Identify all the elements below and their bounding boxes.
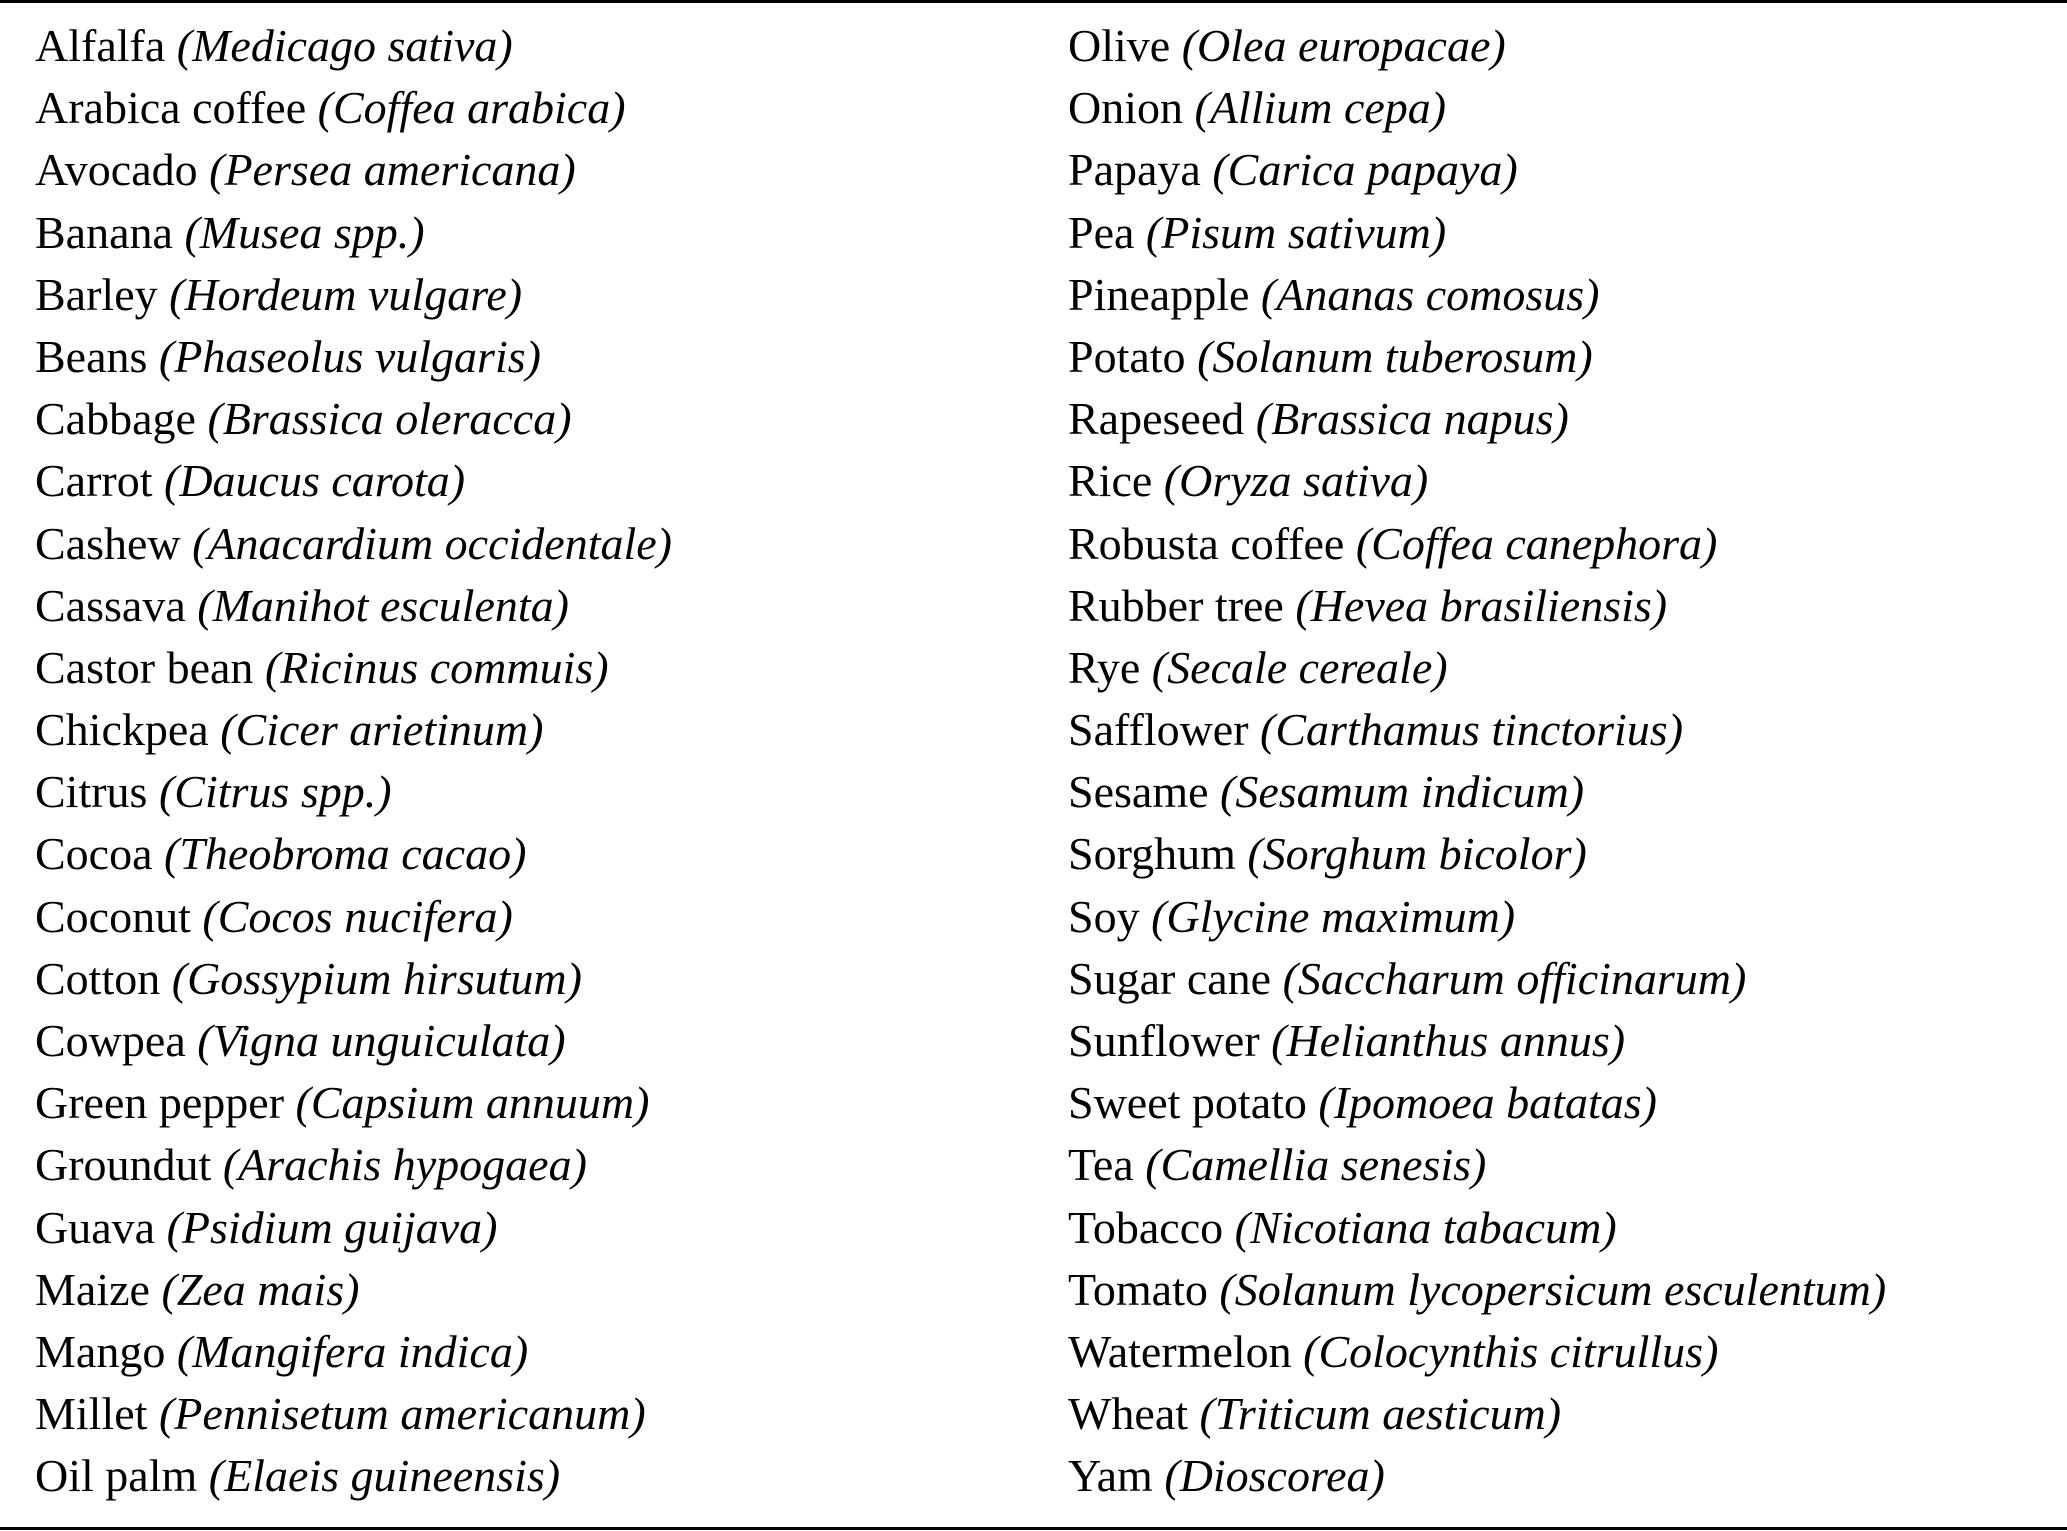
crop-list-right-column — [1068, 15, 1886, 1508]
crop-common-name: Green pepper — [35, 1077, 285, 1129]
crop-common-name: Robusta coffee — [1068, 517, 1345, 569]
crop-common-name: Cowpea — [35, 1015, 186, 1066]
crop-scientific-name: (Pisum sativum) — [1145, 206, 1447, 258]
crop-scientific-name: (Medicago sativa) — [176, 20, 513, 71]
crop-scientific-name: (Carica papaya) — [1212, 144, 1518, 196]
crop-list-item — [1068, 1072, 1886, 1134]
table-top-rule — [0, 0, 2067, 3]
crop-list-item — [35, 264, 672, 326]
crop-list-item — [35, 15, 672, 77]
crop-common-name: Oil palm — [35, 1450, 198, 1502]
crop-scientific-name: (Cicer arietinum) — [220, 704, 544, 756]
crop-scientific-name: (Camellia senesis) — [1145, 1139, 1487, 1191]
crop-common-name: Mango — [35, 1325, 166, 1377]
crop-list-item — [1068, 1134, 1886, 1196]
crop-scientific-name: (Solanum tuberosum) — [1197, 330, 1593, 382]
crop-list-item — [35, 326, 672, 388]
crop-list-item — [1068, 77, 1886, 139]
crop-common-name: Onion — [1068, 82, 1183, 134]
crop-scientific-name: (Elaeis guineensis) — [208, 1450, 561, 1502]
crop-common-name: Rapeseed — [1068, 393, 1245, 445]
crop-list-item — [1068, 1010, 1886, 1072]
crop-scientific-name: (Oryza sativa) — [1163, 455, 1429, 507]
crop-common-name: Cassava — [35, 579, 186, 631]
crop-list-item — [35, 1010, 672, 1072]
crop-scientific-name: (Citrus spp.) — [158, 766, 392, 818]
crop-scientific-name: (Secale cereale) — [1151, 641, 1448, 693]
crop-list-item — [1068, 15, 1886, 77]
crop-scientific-name: (Dioscorea) — [1164, 1450, 1385, 1502]
crop-list-item — [1068, 202, 1886, 264]
crop-scientific-name: (Nicotiana tabacum) — [1234, 1201, 1617, 1253]
crop-common-name: Maize — [35, 1263, 150, 1315]
crop-common-name: Sunflower — [1068, 1015, 1260, 1066]
crop-common-name: Rice — [1068, 455, 1153, 507]
crop-scientific-name: (Psidium guijava) — [166, 1201, 498, 1253]
crop-list-item — [1068, 326, 1886, 388]
crop-common-name: Avocado — [35, 144, 198, 196]
crop-scientific-name: (Ricinus commuis) — [264, 641, 609, 693]
crop-list-item — [1068, 139, 1886, 201]
crop-common-name: Chickpea — [35, 704, 209, 756]
crop-scientific-name: (Saccharum officinarum) — [1282, 952, 1747, 1004]
crop-common-name: Groundut — [35, 1139, 212, 1191]
crop-list-item — [1068, 264, 1886, 326]
crop-scientific-name: (Manihot esculenta) — [197, 579, 569, 631]
crop-scientific-name: (Carthamus tinctorius) — [1260, 704, 1684, 756]
crop-common-name: Papaya — [1068, 144, 1201, 196]
crop-scientific-name: (Musea spp.) — [184, 206, 425, 258]
crop-list-item — [35, 948, 672, 1010]
crop-scientific-name: (Brassica oleracca) — [207, 393, 572, 445]
crop-scientific-name: (Theobroma cacao) — [164, 828, 527, 880]
crop-scientific-name: (Gossypium hirsutum) — [171, 952, 582, 1004]
crop-list-item — [35, 1383, 672, 1445]
crop-list-item — [1068, 823, 1886, 885]
table-bottom-rule — [0, 1527, 2067, 1530]
crop-scientific-name: (Olea europacae) — [1181, 20, 1506, 71]
crop-list-item — [35, 699, 672, 761]
crop-list-item — [1068, 637, 1886, 699]
crop-scientific-name: (Helianthus annus) — [1271, 1015, 1626, 1066]
crop-common-name: Tea — [1068, 1139, 1134, 1191]
crop-common-name: Sorghum — [1068, 828, 1236, 880]
crop-list-item — [1068, 886, 1886, 948]
crop-scientific-name: (Daucus carota) — [164, 455, 466, 507]
crop-list-item — [35, 823, 672, 885]
crop-common-name: Citrus — [35, 766, 148, 818]
crop-list-item — [35, 886, 672, 948]
crop-scientific-name: (Vigna unguiculata) — [197, 1015, 566, 1066]
crop-common-name: Wheat — [1068, 1388, 1189, 1440]
crop-common-name: Barley — [35, 268, 158, 320]
crop-common-name: Safflower — [1068, 704, 1249, 756]
crop-list-item — [35, 1445, 672, 1507]
crop-scientific-name: (Pennisetum americanum) — [158, 1388, 646, 1440]
crop-list-item — [1068, 761, 1886, 823]
crop-common-name: Millet — [35, 1388, 148, 1440]
crop-list-item — [35, 450, 672, 512]
crop-scientific-name: (Coffea canephora) — [1355, 517, 1718, 569]
crop-common-name: Sugar cane — [1068, 952, 1272, 1004]
crop-list-item — [35, 575, 672, 637]
crop-list-item — [35, 77, 672, 139]
crop-common-name: Olive — [1068, 20, 1171, 71]
crop-list-left-column — [35, 15, 672, 1508]
crop-list-item — [35, 202, 672, 264]
crop-scientific-name: (Zea mais) — [161, 1263, 360, 1315]
crop-scientific-name: (Phaseolus vulgaris) — [158, 330, 541, 382]
crop-common-name: Potato — [1068, 330, 1186, 382]
crop-list-item — [35, 139, 672, 201]
crop-list-item — [35, 1259, 672, 1321]
crop-common-name: Guava — [35, 1201, 156, 1253]
crop-list-item — [35, 761, 672, 823]
crop-common-name: Soy — [1068, 890, 1140, 942]
crop-common-name: Rubber tree — [1068, 579, 1284, 631]
crop-common-name: Cocoa — [35, 828, 153, 880]
crop-common-name: Cabbage — [35, 393, 196, 445]
crop-scientific-name: (Arachis hypogaea) — [222, 1139, 587, 1191]
crop-list-item — [35, 513, 672, 575]
crop-list-item — [35, 1197, 672, 1259]
crop-scientific-name: (Brassica napus) — [1255, 393, 1569, 445]
crop-scientific-name: (Anacardium occidentale) — [192, 517, 672, 569]
crop-scientific-name: (Mangifera indica) — [176, 1325, 529, 1377]
crop-common-name: Coconut — [35, 890, 191, 942]
crop-list-item — [1068, 699, 1886, 761]
crop-common-name: Cotton — [35, 952, 161, 1004]
crop-common-name: Castor bean — [35, 641, 254, 693]
crop-common-name: Alfalfa — [35, 20, 166, 71]
crop-scientific-name: (Persea americana) — [209, 144, 576, 196]
crop-list-item — [35, 388, 672, 450]
crop-scientific-name: (Capsium annuum) — [295, 1077, 650, 1129]
crop-scientific-name: (Solanum lycopersicum esculentum) — [1219, 1263, 1887, 1315]
crop-list-item — [35, 637, 672, 699]
crop-common-name: Pineapple — [1068, 268, 1250, 320]
crop-list-item — [1068, 1259, 1886, 1321]
crop-scientific-name: (Sesamum indicum) — [1220, 766, 1585, 818]
crop-common-name: Yam — [1068, 1450, 1153, 1502]
crop-scientific-name: (Allium cepa) — [1194, 82, 1447, 134]
crop-common-name: Beans — [35, 330, 148, 382]
crop-scientific-name: (Hordeum vulgare) — [169, 268, 523, 320]
crop-common-name: Sweet potato — [1068, 1077, 1307, 1129]
crop-common-name: Watermelon — [1068, 1325, 1292, 1377]
crop-scientific-name: (Colocynthis citrullus) — [1303, 1325, 1719, 1377]
crop-list-item — [1068, 1383, 1886, 1445]
crop-scientific-name: (Cocos nucifera) — [202, 890, 513, 942]
crop-scientific-name: (Ananas comosus) — [1260, 268, 1600, 320]
crop-common-name: Tomato — [1068, 1263, 1208, 1315]
crop-common-name: Cashew — [35, 517, 181, 569]
crop-scientific-name: (Glycine maximum) — [1151, 890, 1516, 942]
crop-list-item — [35, 1321, 672, 1383]
crop-list-item — [1068, 388, 1886, 450]
crop-common-name: Sesame — [1068, 766, 1209, 818]
crop-list-item — [1068, 948, 1886, 1010]
crop-common-name: Arabica coffee — [35, 82, 307, 134]
crop-list-item — [1068, 513, 1886, 575]
crop-common-name: Tobacco — [1068, 1201, 1224, 1253]
crop-scientific-name: (Ipomoea batatas) — [1318, 1077, 1657, 1129]
crop-scientific-name: (Sorghum bicolor) — [1247, 828, 1587, 880]
crop-common-name: Banana — [35, 206, 173, 258]
crop-scientific-name: (Triticum aesticum) — [1199, 1388, 1562, 1440]
crop-list-item — [1068, 1197, 1886, 1259]
crop-common-name: Rye — [1068, 641, 1141, 693]
crop-list-item — [35, 1072, 672, 1134]
crop-list-item — [1068, 450, 1886, 512]
crop-list-item — [1068, 1321, 1886, 1383]
crop-list-item — [1068, 575, 1886, 637]
crop-list-item — [1068, 1445, 1886, 1507]
crop-scientific-name: (Coffea arabica) — [317, 82, 626, 134]
crop-common-name: Carrot — [35, 455, 153, 507]
crop-list-item — [35, 1134, 672, 1196]
crop-scientific-name: (Hevea brasiliensis) — [1295, 579, 1668, 631]
crop-common-name: Pea — [1068, 206, 1135, 258]
